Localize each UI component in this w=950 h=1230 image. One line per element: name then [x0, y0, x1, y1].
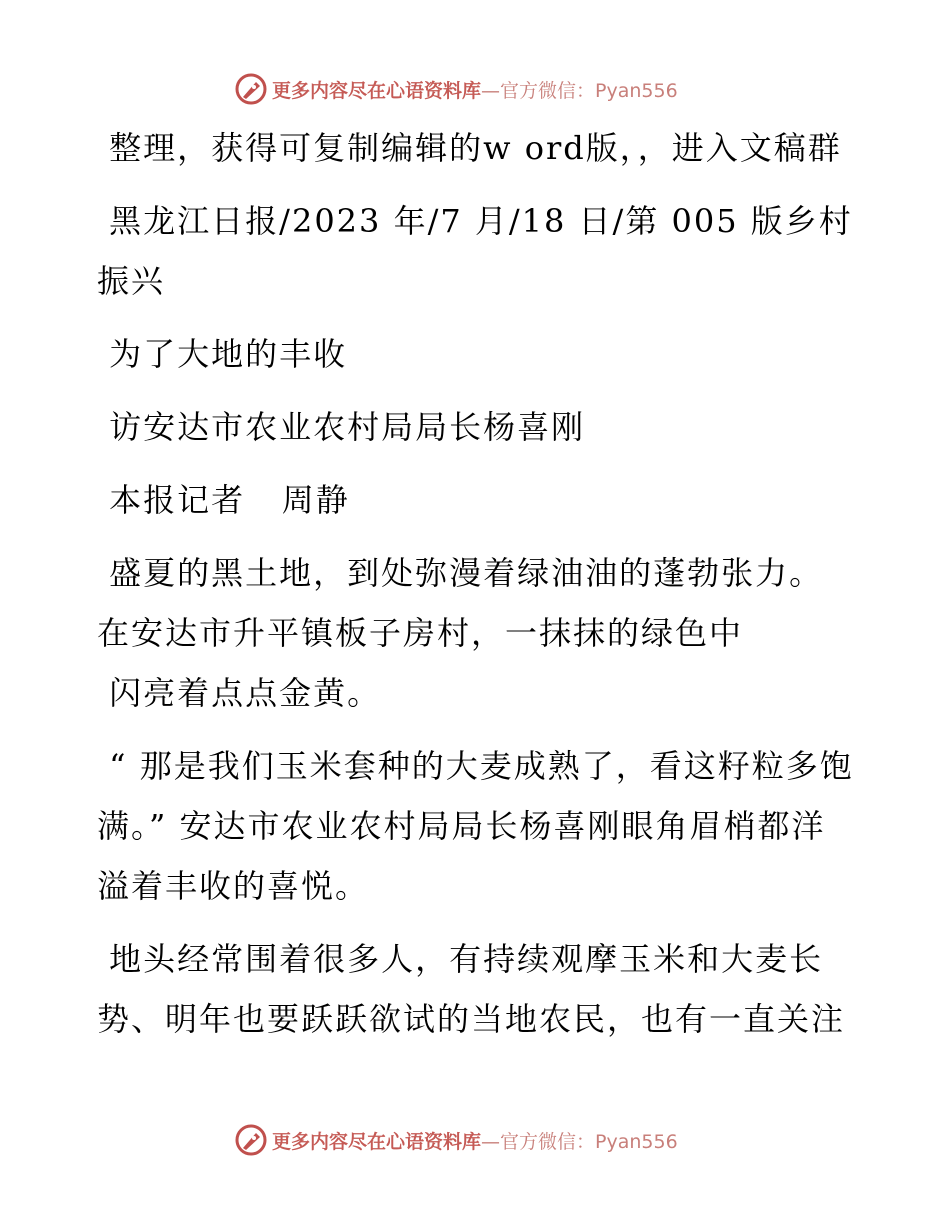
watermark-dash: —: [481, 79, 501, 102]
article-title: 为了大地的丰收: [97, 335, 348, 373]
byline: 本报记者 周静: [97, 481, 350, 519]
header-watermark: [234, 70, 714, 108]
watermark-wechat-text: 官方微信：Pyan556: [500, 79, 678, 102]
pen-nib-logo-icon: [234, 72, 268, 106]
pen-nib-logo-icon: [234, 1123, 268, 1157]
paragraph: 地头经常围着很多人，有持续观摩玉米和大麦长势、明年也要跃跃欲试的当地农民，也有一直关注: [97, 940, 846, 1038]
paragraph: 黑龙江日报/2023 年/7 月/18 日/第 005 版乡村振兴: [97, 202, 853, 300]
watermark-text: [272, 76, 678, 103]
paragraph: 盛夏的黑土地，到处弥漫着绿油油的蓬勃张力。在安达市升平镇板子房村，一抹抹的绿色中: [97, 554, 824, 652]
watermark-dash: —: [481, 1130, 501, 1153]
paragraph: “ 那是我们玉米套种的大麦成熟了，看这籽粒多饱满。” 安达市农业农村局局长杨喜刚眼角眉梢都洋溢着丰收的喜悦。: [97, 747, 854, 905]
watermark-wechat-text: 官方微信：Pyan556: [500, 1130, 678, 1153]
paragraph: 整理，获得可复制编辑的w ord版，，进入文稿群: [97, 129, 842, 167]
paragraph: 闪亮着点点金黄。: [97, 674, 382, 712]
article-subtitle: 访安达市农业农村局局长杨喜刚: [97, 408, 586, 446]
watermark-text: [272, 1127, 678, 1154]
watermark-main-text: 更多内容尽在心语资料库: [272, 1130, 482, 1153]
watermark-main-text: 更多内容尽在心语资料库: [272, 79, 482, 102]
footer-watermark: [234, 1121, 714, 1159]
document-body: [97, 118, 857, 1062]
